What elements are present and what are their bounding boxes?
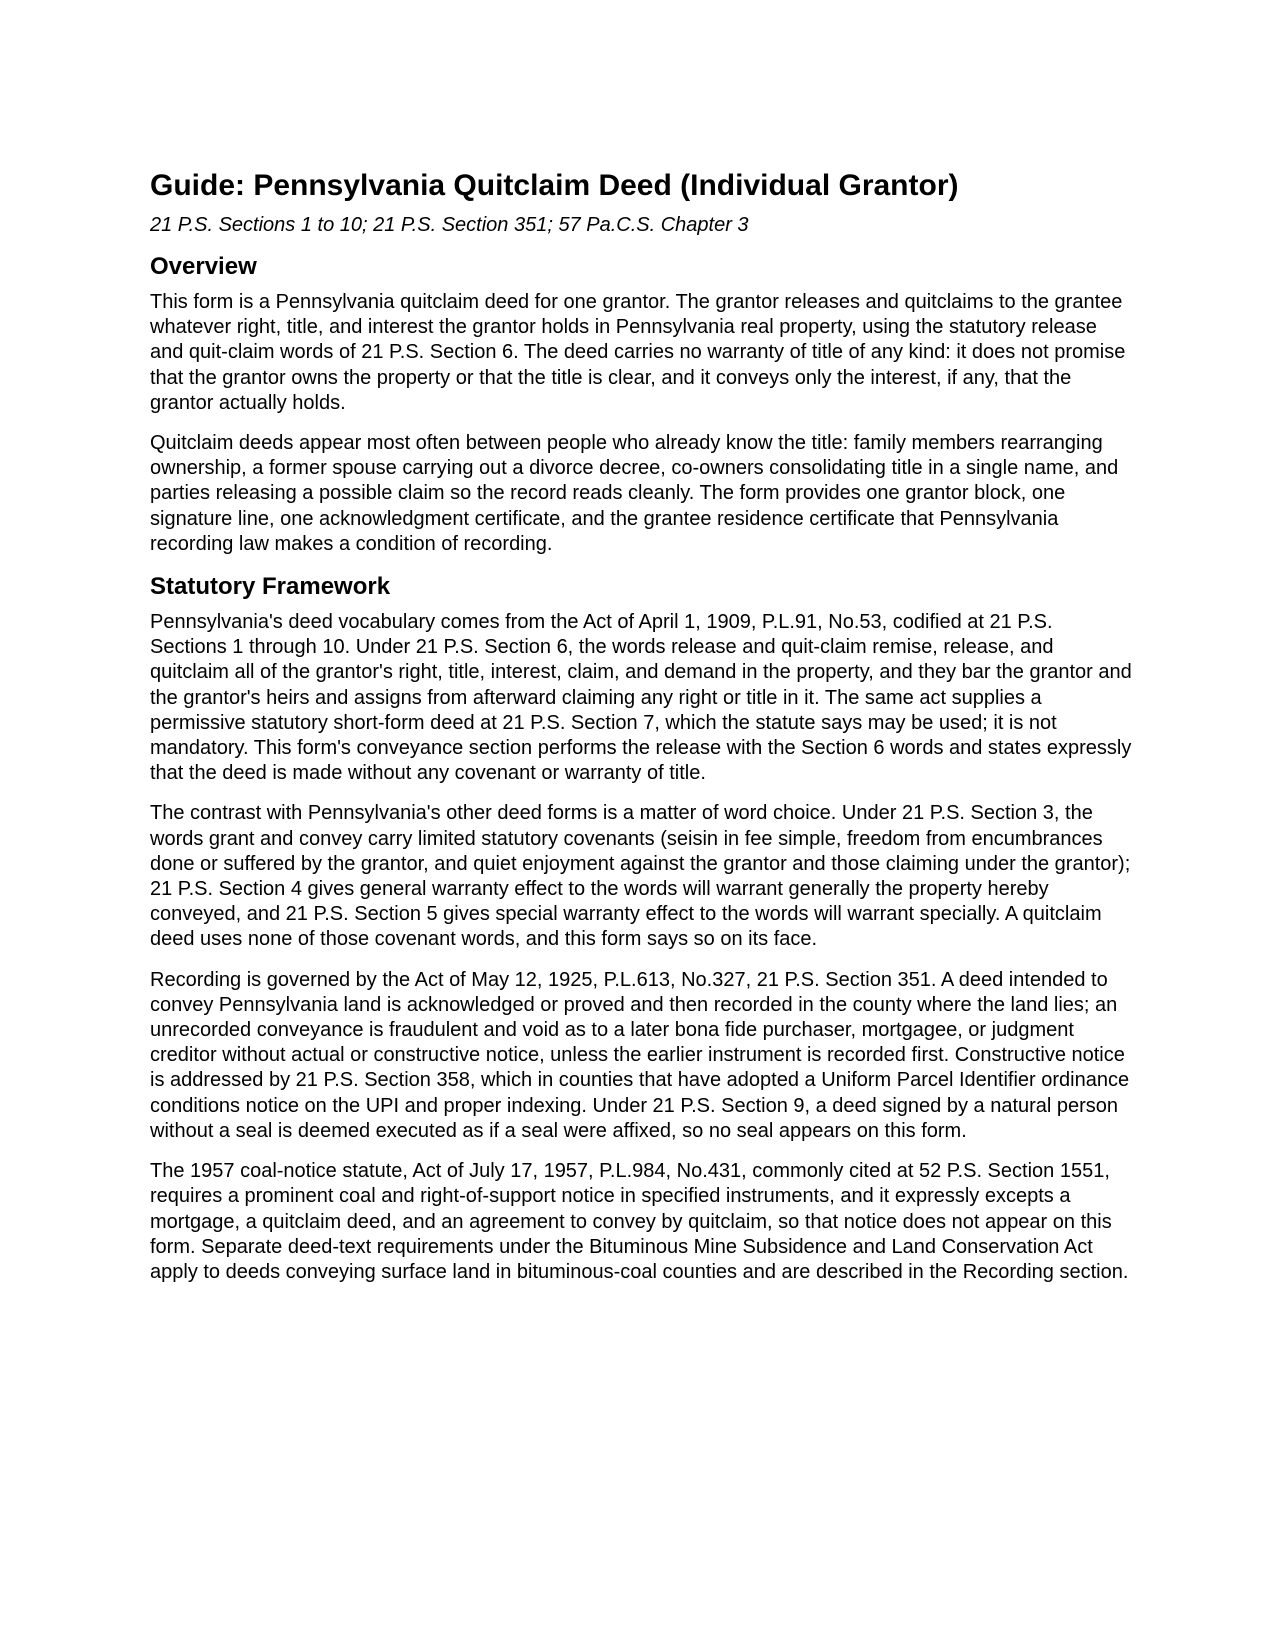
paragraph: This form is a Pennsylvania quitclaim deed for one grantor. The grantor releases and quitclaims to the grantee whatever right, title, and interest the grantor holds in Pennsylvania real property, using the statutory release and quit-claim words of 21 P.S. Section 6. The deed carries no warranty of title of any kind: it does not promise that the grantor owns the property or that the title is clear, and it conveys only the interest, if any, that the grantor actually holds. bbox=[150, 291, 1126, 414]
paragraph: The contrast with Pennsylvania's other deed forms is a matter of word choice. Under 21 P.S. Section 3, the words grant and convey carry limited statutory covenants (seisin in fee simple, freedom from encumbrances done or suffered by the grantor, and quiet enjoyment against the grantor and those claiming under the grantor); 21 P.S. Section 4 gives general warranty effect to the words will warrant generally the property hereby conveyed, and 21 P.S. Section 5 gives special warranty effect to the words will warrant specially. A quitclaim deed uses none of those covenant words, and this form says so on its face. bbox=[150, 802, 1131, 951]
paragraph: The 1957 coal-notice statute, Act of July 17, 1957, P.L.984, No.431, commonly cited at 52 P.S. Section 1551, requires a prominent coal and right-of-support notice in specified instruments, and it expressly excepts a mortgage, a quitclaim deed, and an agreement to convey by quitclaim, so that notice does not appear on this form. Separate deed-text requirements under the Bituminous Mine Subsidence and Land Conservation Act apply to deeds conveying surface land in bituminous-coal counties and are described in the Recording section. bbox=[150, 1160, 1129, 1283]
document-page bbox=[150, 168, 1132, 1300]
section-heading: Overview bbox=[150, 253, 257, 280]
document-subtitle: 21 P.S. Sections 1 to 10; 21 P.S. Section 351; 57 Pa.C.S. Chapter 3 bbox=[150, 214, 749, 236]
document-title: Guide: Pennsylvania Quitclaim Deed (Individual Grantor) bbox=[150, 169, 959, 202]
section-heading: Statutory Framework bbox=[150, 573, 391, 601]
paragraph: Pennsylvania's deed vocabulary comes from the Act of April 1, 1909, P.L.91, No.53, codified at 21 P.S. Sections 1 through 10. Under 21 P.S. Section 6, the words release and quit-claim remise, release, and quitclaim all of the grantor's right, title, interest, claim, and demand in the property, and they bar the grantor and the grantor's heirs and assigns from afterward claiming any right or title in it. The same act supplies a permissive statutory short-form deed at 21 P.S. Section 7, which the statute says may be used; it is not mandatory. This form's conveyance section performs the release with the Section 6 words and states expressly that the deed is made without any covenant or warranty of title. bbox=[150, 611, 1132, 785]
section-statutory-framework bbox=[150, 572, 1132, 1285]
paragraph: Quitclaim deeds appear most often between people who already know the title: family members rearranging ownership, a former spouse carrying out a divorce decree, co-owners consolidating title in a single name, and parties releasing a possible claim so the record reads cleanly. The form provides one grantor block, one signature line, one acknowledgment certificate, and the grantee residence certificate that Pennsylvania recording law makes a condition of recording. bbox=[150, 432, 1119, 555]
section-overview bbox=[150, 252, 1132, 557]
paragraph: Recording is governed by the Act of May 12, 1925, P.L.613, No.327, 21 P.S. Section 351. A deed intended to convey Pennsylvania land is acknowledged or proved and then recorded in the county where the land lies; an unrecorded conveyance is fraudulent and void as to a later bona fide purchaser, mortgagee, or judgment creditor without actual or constructive notice, unless the earlier instrument is recorded first. Constructive notice is addressed by 21 P.S. Section 358, which in counties that have adopted a Uniform Parcel Identifier ordinance conditions notice on the UPI and proper indexing. Under 21 P.S. Section 9, a deed signed by a natural person without a seal is deemed executed as if a seal were affixed, so no seal appears on this form. bbox=[150, 968, 1130, 1142]
